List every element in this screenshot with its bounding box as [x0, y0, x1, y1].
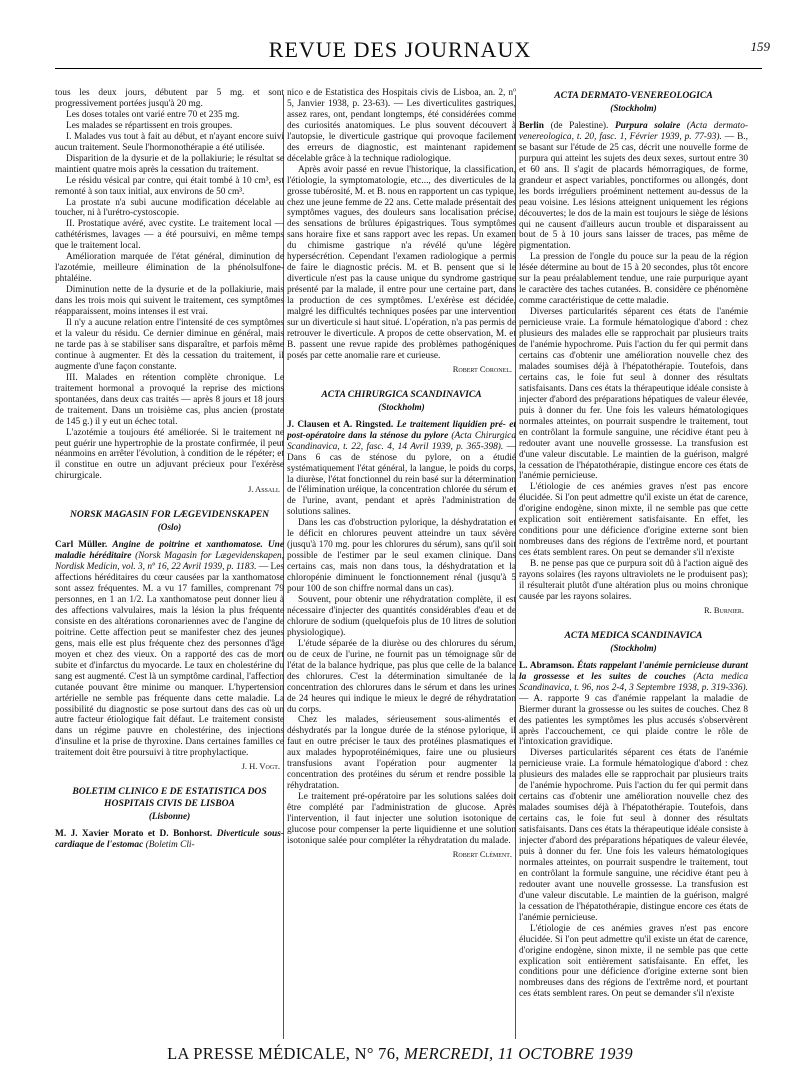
paragraph: L'étiologie de ces anémies graves n'est pas encore élucidée. Si l'on peut admettre qu'il existe un état de carence, d'origine endogène, sinon mixte, il ne semble pas que cette explication soit entièrement satisfaisante. En effet, les conditions pour une déficience d'origine externe sont bien nombreuses dans des régions de l'extrême nord, et pourtant ces états semblent rares. On peut se demander s'il n'existe [519, 923, 748, 1000]
header-rule [55, 68, 762, 69]
column-middle [287, 88, 516, 1038]
article-title: États rappelant l'anémie pernicieuse durant la grossesse et les suites de couches [519, 660, 748, 682]
paragraph: L'étiologie de ces anémies graves n'est pas encore élucidée. Si l'on peut admettre qu'il existe un état de carence, d'origine endogène, sinon mixte, il ne semble pas que cette explication soit entièrement satisfaisante. En effet, les conditions pour une déficience d'origine externe sont bien nombreuses dans des régions de l'extrême nord, et pourtant ces états semblent rares. On peut se demander s'il n'existe [519, 482, 748, 559]
paragraph: II. Prostatique avéré, avec cystite. Le traitement local — cathétérismes, lavages — a été poursuivi, en même temps que le traitement local. [55, 219, 284, 252]
article-author: Berlin [519, 120, 544, 131]
paragraph: La pression de l'ongle du pouce sur la peau de la région lésée détermine au bout de 15 à 20 secondes, plus tôt encore sur la peau préalablement tendue, une raie purpurique ayant le caractère des taches cutanées. B. considère ce phénomène comme caractéristique de cette maladie. [519, 252, 748, 307]
paragraph: nico e de Estatistica des Hospitais civis de Lisboa, an. 2, nº 5, Janvier 1938, p. 23-63). — Les diverticulites gastriques, assez rares, ont, pendant longtemps, été considérées comme des curiosités anatomiques. Le plus souvent découvert à l'autopsie, le diverticule gastrique qui provoque facilement des erreurs de diagnostic, est maintenant rapidement décelable grâce à la technique radiologique. [287, 88, 516, 164]
article-author: L. Abramson. [519, 660, 575, 671]
paragraph: Diverses particularités séparent ces états de l'anémie pernicieuse vraie. La formule hématologique d'abord : chez plusieurs des malades elle se rapprochait par plusieurs traits de l'anémie hypochrome. Puis l'action du fer qui permit dans certains cas d'obtenir une amélioration nouvelle chez des malades soumises déjà à l'hépatothérapie. Toutefois, dans certains cas, le foie fut seul à donner des résultats satisfaisants. Dans ces états la thérapeutique idéale consiste à injecter d'abord des préparations hépatiques de valeur élevée, puis à donner du fer. Une fois les valeurs hématologiques normales atteintes, on pourrait suspendre le traitement, tout en contrôlant la formule sanguine, une récidive étant peu à redouter avant une nouvelle grossesse. La transfusion est d'une valeur discutable. Le maintien de la guérison, malgré la cessation de l'hépatothérapie, distingue encore ces états de l'anémie pernicieuse. [519, 748, 748, 923]
journal-section-title: NORSK MAGASIN FOR LÆGEVIDENSKAPEN [69, 509, 270, 521]
paragraph: Les doses totales ont varié entre 70 et 235 mg. [66, 109, 240, 120]
article-title: Purpura solaire [614, 120, 681, 131]
article-body: — Les affections héréditaires du cœur causées par la xanthomatose sont assez fréquentes. M. a vu 17 familles, comprenant 79 personnes, en 1 an 1/2. La xanthomatose peut donner lieu à des affections valvulaires, mais la lésion la plus fréquente consiste en des altérations coronariennes avec de l'angine de poitrine. Cette affection peut se manifester chez des jeunes gens, mais elle est plus fréquente chez des personnes d'âge moyen et chez des vieux. On a rapporté des cas de mort subite et d'infarctus du myocarde. Le taux en cholestérine du sang est augmenté. C'est là un symptôme cardinal, l'affection cutanée pouvant être minime ou manquer. L'hypertension artérielle ne semble pas fréquente dans cette maladie. La possibilité du diagnostic se pose surtout dans des cas où un autre facteur étiologique fait défaut. Le traitement consiste dans un régime pauvre en cholestérine, des injections d'insuline et la prise de thyroxine. Dans certaines familles ce traitement doit être poursuivi à titre prophylactique. [55, 562, 284, 759]
article-entry [55, 829, 284, 851]
paragraph: La prostate n'a subi aucune modification décelable au toucher, ni à l'urétro-cystoscopie. [55, 197, 284, 219]
journal-section-title: ACTA CHIRURGICA SCANDINAVICA [321, 388, 482, 400]
page-header [0, 0, 800, 92]
paragraph: L'étude séparée de la diurèse ou des chlorures du sérum, ou de ceux de l'urine, ne fournit pas un témoignage sûr de l'état de la balance hydrique, pas plus que celle de la balance des chlorures. C'est la détermination simultanée de la concentration des chlorures dans le sérum et dans les urines de 24 heures qui indique le mieux le degré de réhydratation du corps. [287, 638, 516, 715]
paragraph: L'azotémie a toujours été améliorée. Si le traitement ne peut guérir une hypertrophie de la prostate confirmée, il peut néanmoins en arrêter l'évolution, à condition de le répéter; et il constitue en outre un adjuvant précieux pour l'exérèse chirurgicale. [55, 427, 284, 482]
article-title: Le traitement liquidien pré- et post-opératoire dans la sténose du pylore [287, 419, 516, 441]
paragraph: III. Malades en rétention complète chronique. Le traitement hormonal a provoqué la reprise des mictions spontanées, dans deux cas traités — après 8 jours et 18 jours de traitement. Dans un troisième cas, plus ancien (prostate de 145 g.) il y eut un échec total. [55, 372, 284, 427]
signature: J. Assali. [247, 484, 280, 495]
journal-city: (Stockholm) [610, 642, 657, 653]
signature: J. H. Vogt. [241, 761, 280, 772]
signature: R. Burnier. [703, 604, 744, 615]
article-entry [519, 661, 748, 749]
journal-section-title: BOLETIM CLINICO E DE ESTATISTICA DOS HOSPITAIS CIVIS DE LISBOA [72, 786, 267, 810]
article-author: J. Clausen et A. Ringsted. [287, 419, 394, 430]
column-left [55, 88, 284, 1038]
article-reference: (Norsk Magasin for Lægevidenskapen, Nordisk Medicin, vol. 3, nº 16, 22 Avril 1939, p. 1183. [55, 551, 284, 573]
article-entry [287, 420, 516, 519]
signature: Robert Coronel. [452, 363, 512, 374]
journal-city: (Lisbonne) [148, 811, 191, 822]
journal-section-title: ACTA MEDICA SCANDINAVICA [564, 629, 703, 641]
article-reference: (Acta medica Scandinavica, t. 96, nos 2-4, 3 Septembre 1938, p. 319-336). [519, 671, 748, 693]
journal-title: REVUE DES JOURNAUX [268, 37, 532, 62]
article-title: Diverticule sous-cardiaque de l'estomac [55, 829, 284, 851]
article-body: — A. rapporte 9 cas d'anémie rappelant la maladie de Biermer durant la grossesse ou les suites de couches. Chez 8 des patientes les symptômes les plus accusés s'observèrent après l'accouchement, ce qui plaide contre le rôle de l'intoxication gravidique. [519, 693, 748, 748]
paragraph: Disparition de la dysurie et de la pollakiurie; le résultat se maintient quatre mois après la cessation du traitement. [55, 153, 284, 175]
journal-city: (Oslo) [157, 522, 182, 533]
article-entry [519, 121, 748, 252]
paragraph: Le traitement pré-opératoire par les solutions salées doit être complété par l'administration de glucose. Après l'intervention, il faut injecter une solution isotonique de glucose pour compenser la perte liquidienne et une solution isotonique salée pour compléter la réhydratation du malade. [287, 792, 516, 846]
paragraph: Souvent, pour obtenir une réhydratation complète, il est nécessaire d'injecter des quantités considérables d'eau et de chlorure de sodium (quelquefois plus de 10 litres de solution physiologique). [287, 594, 516, 638]
article-body: — B., se basant sur l'étude de 25 cas, décrit une nouvelle forme de purpura qui atteint les sujets des deux sexes, surtout entre 30 et 60 ans. Il s'agit de placards hémorragiques, de forme, grandeur et aspect variables, ponctiformes ou allongés, dont les bords irréguliers proéminent nettement au-dessus de la peau voisine. Les lésions atteignent uniquement les régions découvertes; le dos de la main est toujours le siège de lésions qui ne causent d'ailleurs aucun trouble et disparaissent au bout de 5 à 10 jours sans laisser de traces, pas même de pigmentation. [519, 131, 748, 252]
article-reference: (Acta Chirurgica Scandinavica, t. 22, fasc. 4, 14 Avril 1939, p. 365-398). [287, 430, 516, 452]
article-reference: (Boletim Cli- [145, 840, 195, 851]
page-number: 159 [750, 39, 770, 54]
article-entry [55, 540, 284, 759]
paragraph: Chez les malades, sérieusement sous-alimentés et déshydratés par la longue durée de la sténose pylorique, il faut en outre préciser le taux des protéines plasmatiques et aux malades hypoprotéinémiques, faire une ou plusieurs transfusions avant l'opération pour augmenter la concentration des protéines du sérum et rendre possible la réhydratation. [287, 715, 516, 792]
paragraph: Diminution nette de la dysurie et de la pollakiurie, mais dans les trois mois qui suivent le traitement, ces symptômes réapparaissent, moins intenses il est vrai. [55, 285, 284, 318]
paragraph: I. Malades vus tout à fait au début, et n'ayant encore suivi aucun traitement. Seule l'hormonothérapie a été utilisée. [55, 131, 284, 153]
signature: Robert Clément. [452, 848, 512, 859]
journal-city: (Stockholm) [378, 401, 425, 412]
article-reference: (Acta dermato-venereologica, t. 20, fasc. 1, Février 1939, p. 77-93). [519, 120, 748, 142]
paragraph: Diverses particularités séparent ces états de l'anémie pernicieuse vraie. La formule hématologique d'abord : chez plusieurs des malades elle se rapprochait par plusieurs traits de l'anémie hypochrome. Puis l'action du fer qui permit dans certains cas d'obtenir une amélioration nouvelle chez des malades soumises déjà à l'hépatothérapie. Toutefois, dans certains cas, le foie fut seul à donner des résultats satisfaisants. Dans ces états la thérapeutique idéale consiste à injecter d'abord des préparations hépatiques de valeur élevée, puis à donner du fer. Une fois les valeurs hématologiques normales atteintes, on pourrait suspendre le traitement, tout en contrôlant la formule sanguine, une récidive étant peu à redouter avant une nouvelle grossesse. La transfusion est d'une valeur discutable. Le maintien de la guérison, malgré la cessation de l'hépatothérapie, distingue encore ces états de l'anémie pernicieuse. [519, 307, 748, 482]
journal-city: (Stockholm) [610, 103, 657, 113]
paragraph: Amélioration marquée de l'état général, diminution de l'azotémie, meilleure élimination de la phénolsulfone-phtaléine. [55, 252, 284, 285]
paragraph: tous les deux jours, débutent par 5 mg. et sont progressivement portées jusqu'à 20 mg. [55, 88, 284, 109]
column-right [519, 88, 748, 1038]
journal-section-title: ACTA DERMATO-VENEREOLOGICA [554, 90, 713, 101]
paragraph: B. ne pense pas que ce purpura soit dû à l'action aiguë des rayons solaires (les rayons ultraviolets ne le produisent pas); il résulterait plutôt d'une altération plus ou moins chronique causée par les rayons solaires. [519, 559, 748, 602]
footer-date: 11 OCTOBRE 1939 [497, 1044, 633, 1063]
article-author: Carl Müller. [55, 540, 108, 551]
paragraph: Il n'y a aucune relation entre l'intensité de ces symptômes et la valeur du résidu. Ce dernier diminue en général, mais ne tarde pas à se stabiliser sans disparaître, et parfois même continue à augmenter. Et dès la cessation du traitement, il augmente d'une façon constante. [55, 318, 284, 372]
paragraph: Dans les cas d'obstruction pylorique, la déshydratation et le déficit en chlorures peuvent atteindre un taux sévère (jusqu'à 170 mg. pour les chlorures du sérum), sans qu'il soit possible de l'estimer par le seul examen clinique. Dans certains cas, mais non dans tous, la déshydratation et la chloropénie diminuent le fonctionnement rénal (jusqu'à 5 pour 100 de son chiffre normal dans un cas). [287, 518, 516, 595]
article-title: Angine de poitrine et xanthomatose. Une maladie héréditaire [55, 540, 284, 562]
footer-day: MERCREDI, [404, 1044, 494, 1063]
footer-publication: LA PRESSE MÉDICALE, N° 76, [167, 1044, 400, 1063]
article-location: (de Palestine). [550, 120, 609, 131]
paragraph: Le résidu vésical par contre, qui était tombé à 10 cm³, est remonté à son taux initial, aux environs de 50 cm³. [55, 175, 284, 197]
paragraph: Après avoir passé en revue l'historique, la classification, l'étiologie, la symptomatologie, etc..., des diverticules de la grosse tubérosité, M. et B. nous en rapportent un cas typique, chez une jeune femme de 22 ans. Cette malade présentait des symptômes vagues, des douleurs sans localisation précise, des sensations de brûlures épigastriques. Tous symptômes sans horaire fixe et sans rapport avec les repas. Un examen du chimisme gastrique n'a révélé qu'une légère hypersécrétion. Cependant l'examen radiologique a permis de faire le diagnostic précis. M. et B. pensent que si le diverticule n'est pas la cause unique du syndrome gastrique présenté par la malade, il entre pour une certaine part, dans la production de ces symptômes. L'exérèse est décidée, malgré les difficultés techniques posées par une intervention sur un diverticule si haut situé. L'opération, n'a pas permis de retrouver le diverticule. A propos de cette observation, M. et B. passent une revue rapide des problèmes pathogéniques posés par cette anomalie rare et curieuse. [287, 164, 516, 361]
article-body: — Dans 6 cas de sténose du pylore, on a étudié systématiquement l'état général, la langue, le poids du corps, la diurèse, l'état fonctionnel du rein basé sur la détermination de l'élimination uréique, la concentration chlorée du sérum et de l'urine, avant, pendant et après l'administration de solutions salines. [287, 441, 516, 518]
article-author: M. J. Xavier Morato et D. Bonhorst. [55, 829, 213, 840]
page-footer [0, 1044, 800, 1064]
paragraph: Les malades se répartissent en trois groupes. [66, 120, 233, 131]
